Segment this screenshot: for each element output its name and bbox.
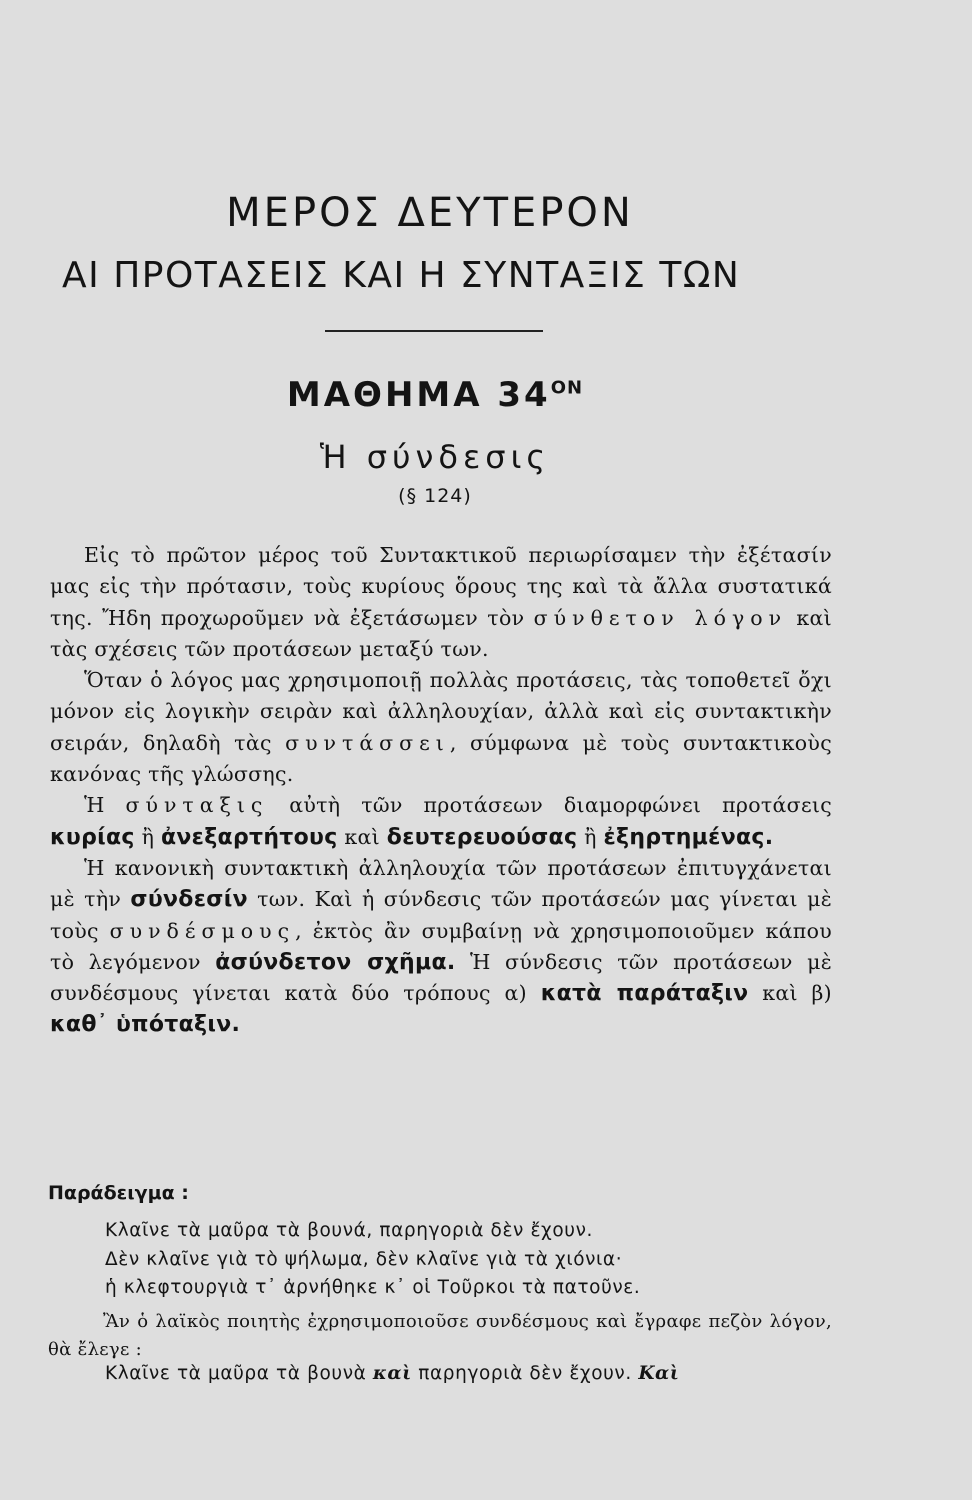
keyword: δευτερευούσας xyxy=(386,824,578,850)
spaced-term: σύνθετον λόγον xyxy=(533,605,788,630)
body-text xyxy=(50,540,832,1041)
paragraph-1: Εἰς τὸ πρῶτον μέρος τοῦ Συντακτικοῦ περιωρίσαμεν τὴν ἐξέτασίν μας εἰς τὴν πρότασιν, τοὺς κυρίους ὅρους της καὶ τὰ ἄλλα συστατικά της. Ἤδη προχωροῦμεν νὰ ἐξετάσωμεν τὸν σύνθετον λόγον καὶ τὰς σχέσεις τῶν προτάσεων μεταξύ των. xyxy=(50,543,832,661)
keyword: ἀσύνδετον σχῆμα. xyxy=(215,949,456,975)
spaced-term: συνδέσμους xyxy=(109,918,296,943)
lesson-number: ΜΑΘΗΜΑ 34 xyxy=(286,375,551,415)
part-subtitle: ΑΙ ΠΡΟΤΑΣΕΙΣ ΚΑΙ Η ΣΥΝΤΑΞΙΣ ΤΩΝ xyxy=(62,255,741,296)
keyword: κατὰ παράταξιν xyxy=(540,981,749,1007)
keyword: ἀνεξαρτήτους xyxy=(160,824,338,850)
example-note: Ἂν ὁ λαϊκὸς ποιητὴς ἐχρησιμοποιοῦσε συνδέσμους καὶ ἔγραφε πεζὸν λόγον, θὰ ἔλεγε : xyxy=(48,1311,832,1360)
paragraph-3: Ἡ σύνταξις αὐτὴ τῶν προτάσεων διαμορφώνει προτάσεις κυρίας ἢ ἀνεξαρτήτους καὶ δευτερευούσας ἢ ἐξηρτημένας. xyxy=(50,793,832,850)
section-reference: (§ 124) xyxy=(398,485,472,507)
example-heading: Παράδειγμα : xyxy=(48,1182,189,1204)
prose-rewrite-line: Κλαῖνε τὰ μαῦρα τὰ βουνὰ καὶ παρηγοριὰ δὲν ἔχουν. Καὶ xyxy=(105,1363,680,1384)
keyword: ἐξηρτημένας. xyxy=(603,824,774,850)
divider-rule xyxy=(325,330,543,332)
conjunction-emphasis: καὶ xyxy=(372,1363,412,1384)
keyword: κυρίας xyxy=(50,824,135,850)
part-title: ΜΕΡΟΣ ΔΕΥΤΕΡΟΝ xyxy=(226,190,634,236)
lesson-ordinal-suffix: ΟΝ xyxy=(550,377,584,399)
conjunction-emphasis: Καὶ xyxy=(638,1363,680,1384)
verse-line: Δὲν κλαῖνε γιὰ τὸ ψήλωμα, δὲν κλαῖνε γιὰ τὰ χιόνια· xyxy=(105,1248,623,1270)
example-verses xyxy=(105,1217,835,1303)
verse-line: Κλαῖνε τὰ μαῦρα τὰ βουνά, παρηγοριὰ δὲν ἔχουν. xyxy=(105,1220,593,1241)
lesson-title xyxy=(0,375,870,415)
lesson-subtitle: Ἡ σύνδεσις xyxy=(319,438,551,476)
paragraph-4: Ἡ κανονικὴ συντακτικὴ ἀλληλουχία τῶν προτάσεων ἐπιτυγχάνεται μὲ τὴν σύνδεσίν των. Καὶ ἡ σύνδεσις τῶν προτάσεών μας γίνεται μὲ τοὺς συνδέσμους, ἐκτὸς ἂν συμβαίνῃ νὰ χρησιμοποιοῦμεν κάπου τὸ λεγόμενον ἀσύνδετον σχῆμα. Ἡ σύνδεσις τῶν προτάσεων μὲ συνδέσμους γίνεται κατὰ δύο τρόπους α) κατὰ παράταξιν καὶ β) καθ᾿ ὑπόταξιν. xyxy=(50,855,832,1038)
spaced-term: σύνταξις xyxy=(125,793,269,818)
paragraph-2: Ὅταν ὁ λόγος μας χρησιμοποιῇ πολλὰς προτάσεις, τὰς τοποθετεῖ ὄχι μόνον εἰς λογικὴν σειρὰν καὶ ἀλληλουχίαν, ἀλλὰ καὶ εἰς συντακτικὴν σειράν, δηλαδὴ τὰς συντάσσει, σύμφωνα μὲ τοὺς συντακτικοὺς κανόνας τῆς γλώσσης. xyxy=(50,668,832,787)
verse-line: ἡ κλεφτουργιὰ τ᾿ ἀρνήθηκε κ᾿ οἱ Τοῦρκοι τὰ πατοῦνε. xyxy=(105,1277,641,1298)
keyword: καθ᾿ ὑπόταξιν. xyxy=(50,1012,241,1038)
spaced-term: συντάσσει xyxy=(285,730,450,755)
keyword: σύνδεσίν xyxy=(130,887,248,913)
